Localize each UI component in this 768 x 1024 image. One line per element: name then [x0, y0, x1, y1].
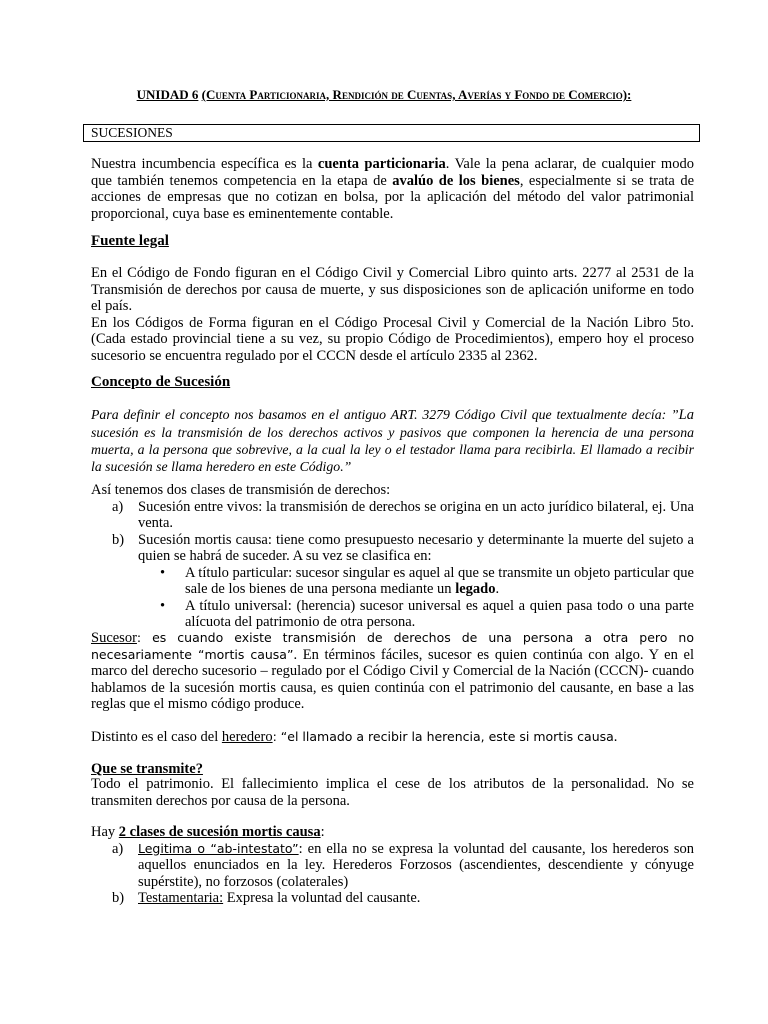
unit-title — [0, 87, 768, 104]
bullet-item: • A título particular: sucesor singular es aquel al que se transmite un objeto particular que sale de los bienes de una persona mediante un legado. — [160, 564, 694, 597]
bullet-item: • A título universal: (herencia) sucesor universal es aquel a quien pasa todo o una parte alícuota del patrimonio de otra persona. — [160, 597, 694, 630]
sucesor-paragraph: Sucesor: es cuando existe transmisión de derechos de una persona a otra pero no necesariamente “mortis causa”. En términos fáciles, sucesor es quien continúa con algo. Y en el marco del derecho sucesorio – regulado por el Código Civil y Comercial de la Nación (CCCN)- cuando hablamos de la sucesión mortis causa, es quien continúa con el patrimonio del causante, en base a las reglas que el mismo código produce. — [91, 630, 694, 712]
section-box-sucesiones: SUCESIONES — [83, 124, 700, 142]
heading-fuente-legal: Fuente legal — [91, 233, 169, 249]
fuente-legal-p2: En los Códigos de Forma figuran en el Código Procesal Civil y Comercial de la Nación Libro 5to. (Cada estado provincial tiene a su vez, su propio Código de Procedimientos), empero hoy el proceso sucesorio se encuentra regulado por el CCCN desde el artículo 2335 al 2362. — [91, 314, 694, 364]
fuente-legal-text — [91, 265, 694, 364]
heading-concepto: Concepto de Sucesión — [91, 374, 231, 390]
sucesor-term: Sucesor — [91, 630, 137, 646]
concepto-list — [91, 482, 694, 631]
list-item: a) Sucesión entre vivos: la transmisión de derechos se origina en un acto jurídico bilateral, ej. Una venta. — [112, 498, 694, 531]
list-item: b) Testamentaria: Expresa la voluntad del causante. — [112, 890, 421, 906]
unit-subtitle: (Cuenta Particionaria, Rendición de Cuentas, Averías y Fondo de Comercio): — [201, 87, 632, 102]
clases-section: Hay 2 clases de sucesión mortis causa: a) Legitima o “ab-intestato”: en ella no se expresa la voluntad del causante, los herederos son aquellos enunciados en la ley. Herederos Forzosos (ascendientes, descendiente y cónyuge supérstite), no forzosos (colaterales) b) Testamentaria: Expresa la voluntad del causante. — [91, 824, 694, 906]
heading-que-se-transmite: Que se transmite? — [91, 761, 203, 777]
intro-paragraph: Nuestra incumbencia específica es la cuenta particionaria. Vale la pena aclarar, de cualquier modo que también tenemos competencia en la etapa de avalúo de los bienes, especialmente si se trata de acciones de empresas que no cotizan en bolsa, por la aplicación del método del valor patrimonial proporcional, cuya base es eminentemente contable. — [91, 156, 695, 222]
list-intro: Así tenemos dos clases de transmisión de derechos: — [91, 482, 391, 498]
heredero-paragraph: Distinto es el caso del heredero: “el llamado a recibir la herencia, este si mortis causa. — [91, 729, 618, 745]
list-item: b) Sucesión mortis causa: tiene como presupuesto necesario y determinante la muerte del sujeto a quien se habrá de suceder. A su vez se clasifica en: • A título particular: sucesor singular es aquel al que se transmite un objeto particular que sale de los bienes de una persona mediante un legado. • A título universal: (herencia) sucesor universal es aquel a quien pasa todo o una parte alícuota del patrimonio de otra persona. — [91, 532, 694, 631]
que-transmite-text: Todo el patrimonio. El fallecimiento implica el cese de los atributos de la personalidad. No se transmiten derechos por causa de la persona. — [91, 776, 694, 809]
list-item: a) Legitima o “ab-intestato”: en ella no se expresa la voluntad del causante, los herederos son aquellos enunciados en la ley. Herederos Forzosos (ascendientes, descendiente y cónyuge supérstite), no forzosos (colaterales) — [112, 840, 694, 890]
unit-number: UNIDAD 6 — [136, 87, 199, 102]
fuente-legal-p1: En el Código de Fondo figuran en el Código Civil y Comercial Libro quinto arts. 2277 al 2531 de la Transmisión de derechos por causa de muerte, y sus disposiciones son de aplicación uniforme en todo el país. — [91, 265, 694, 314]
concepto-quote: Para definir el concepto nos basamos en el antiguo ART. 3279 Código Civil que textualmente decía: ”La sucesión es la transmisión de los derechos activos y pasivos que componen la herencia de una persona muerta, a la persona que sobrevive, a la cual la ley o el testador llama para recibirla. El llamado a recibir la sucesión se llama heredero en este Código.” — [91, 407, 694, 474]
